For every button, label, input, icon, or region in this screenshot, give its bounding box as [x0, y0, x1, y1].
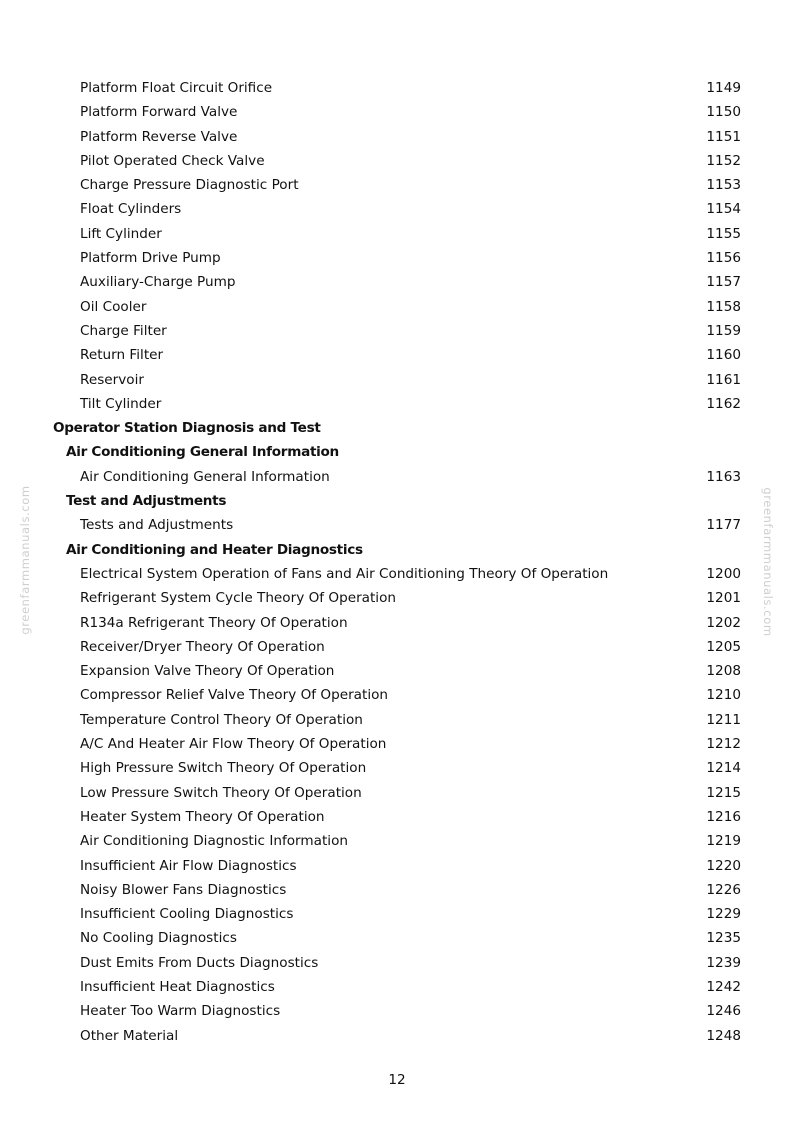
toc-entry	[0, 368, 794, 392]
toc-entry-page: 1200	[706, 565, 741, 582]
toc-entry	[0, 197, 794, 221]
toc-entry	[0, 999, 794, 1023]
toc-entry-page: 1226	[706, 881, 741, 898]
toc-entry	[0, 829, 794, 853]
toc-entry	[0, 125, 794, 149]
toc-entry	[0, 173, 794, 197]
toc-section-heading	[0, 538, 794, 562]
toc-entry-page: 1155	[706, 225, 741, 242]
toc-entry-page: 1211	[706, 711, 741, 728]
toc-entry-title: Platform Float Circuit Orifice	[80, 80, 273, 96]
toc-entry-page: 1215	[706, 784, 741, 801]
toc-entry	[0, 319, 794, 343]
watermark-right: greenfarmmanuals.com	[761, 487, 775, 637]
toc-entry-title: Electrical System Operation of Fans and Air Conditioning Theory Of Operation	[80, 565, 609, 582]
toc-entry-title: Platform Forward Valve	[80, 104, 238, 121]
toc-entry-title: Insufficient Heat Diagnostics	[80, 978, 275, 995]
toc-entry-title: Air Conditioning Diagnostic Information	[80, 833, 349, 850]
toc-entry-page: 1154	[706, 201, 741, 218]
toc-entry-page: 1163	[706, 468, 741, 485]
toc-entry-title: Air Conditioning General Information	[80, 468, 330, 485]
toc-entry	[0, 149, 794, 173]
toc-entry-title: Reservoir	[80, 371, 144, 388]
toc-entry	[0, 683, 794, 707]
toc-entry-page: 1229	[706, 906, 741, 923]
toc-entry	[0, 635, 794, 659]
toc-entry-page: 1158	[706, 298, 741, 315]
toc-entry-page: 1153	[706, 177, 741, 194]
toc-entry-page: 1161	[706, 371, 741, 388]
toc-entry	[0, 343, 794, 367]
toc-entry-title: High Pressure Switch Theory Of Operation	[80, 760, 367, 777]
toc-entry-title: Pilot Operated Check Valve	[80, 152, 265, 169]
toc-entry-title: Temperature Control Theory Of Operation	[80, 711, 363, 728]
toc-entry-page: 1242	[706, 978, 741, 995]
toc-entry	[0, 708, 794, 732]
toc-entry	[0, 756, 794, 780]
toc-entry-title: Refrigerant System Cycle Theory Of Operation	[80, 590, 397, 607]
toc-entry-title: Charge Filter	[80, 322, 167, 339]
toc-entry	[0, 975, 794, 999]
toc-entry-page: 1202	[706, 614, 741, 631]
toc-entry-page: 1157	[706, 274, 741, 291]
toc-entry-page: 1235	[706, 930, 741, 947]
toc-entry-page: 1162	[706, 395, 741, 412]
watermark-left: greenfarmmanuals.com	[18, 485, 32, 635]
toc-entry	[0, 465, 794, 489]
toc-entry	[0, 392, 794, 416]
toc-entry-page: 1210	[706, 687, 741, 704]
toc-entry-page: 1149	[706, 80, 741, 96]
toc-entry-title: Noisy Blower Fans Diagnostics	[80, 881, 287, 898]
toc-entry	[0, 1024, 794, 1048]
toc-entry-title: Test and Adjustments	[66, 493, 227, 510]
toc-entry-title: Air Conditioning and Heater Diagnostics	[66, 541, 363, 558]
toc-entry	[0, 659, 794, 683]
toc-entry-title: Tests and Adjustments	[80, 517, 234, 534]
toc-entry-title: R134a Refrigerant Theory Of Operation	[80, 614, 348, 631]
toc-entry-title: Platform Drive Pump	[80, 250, 221, 267]
toc-entry	[0, 513, 794, 537]
toc-entry-page: 1219	[706, 833, 741, 850]
toc-section-heading	[0, 416, 794, 440]
toc-entry	[0, 854, 794, 878]
toc-entry-page: 1205	[706, 638, 741, 655]
toc-entry-title: A/C And Heater Air Flow Theory Of Operation	[80, 736, 387, 753]
toc-entry-title: Auxiliary-Charge Pump	[80, 274, 236, 291]
toc-entry	[0, 781, 794, 805]
toc-entry	[0, 611, 794, 635]
toc-entry-page: 1216	[706, 808, 741, 825]
toc-entry-page: 1220	[706, 857, 741, 874]
toc-entry-page: 1246	[706, 1003, 741, 1020]
toc-entry	[0, 902, 794, 926]
toc-entry-title: No Cooling Diagnostics	[80, 930, 237, 947]
toc-entry-page: 1239	[706, 954, 741, 971]
toc-entry-page: 1214	[706, 760, 741, 777]
toc-entry	[0, 586, 794, 610]
toc-entry-title: Other Material	[80, 1027, 179, 1044]
toc-entry	[0, 222, 794, 246]
toc-entry-page: 1248	[706, 1027, 741, 1044]
toc-section-heading	[0, 440, 794, 464]
toc-entry	[0, 246, 794, 270]
toc-entry-page: 1150	[706, 104, 741, 121]
toc-entry-page: 1201	[706, 590, 741, 607]
toc-entry-title: Platform Reverse Valve	[80, 128, 238, 145]
toc-entry-page: 1152	[706, 152, 741, 169]
toc-entry	[0, 76, 794, 100]
toc-entry-title: Insufficient Air Flow Diagnostics	[80, 857, 297, 874]
toc-entry-title: Return Filter	[80, 347, 164, 364]
toc-entry	[0, 926, 794, 950]
toc-entry-title: Low Pressure Switch Theory Of Operation	[80, 784, 362, 801]
toc-entry-page: 1156	[706, 250, 741, 267]
toc-entry-title: Air Conditioning General Information	[66, 444, 339, 461]
toc-entry-page: 1212	[706, 736, 741, 753]
toc-entry-title: Dust Emits From Ducts Diagnostics	[80, 954, 319, 971]
toc-entry-title: Lift Cylinder	[80, 225, 162, 242]
toc-entry-title: Expansion Valve Theory Of Operation	[80, 663, 335, 680]
toc-entry	[0, 878, 794, 902]
toc-entry-page: 1160	[706, 347, 741, 364]
toc-section-heading	[0, 489, 794, 513]
toc-entry	[0, 562, 794, 586]
toc-entry	[0, 270, 794, 294]
toc-entry-page: 1208	[706, 663, 741, 680]
toc-entry-title: Charge Pressure Diagnostic Port	[80, 177, 299, 194]
toc-entry-page: 1177	[706, 517, 741, 534]
toc-entry-title: Operator Station Diagnosis and Test	[53, 420, 321, 437]
toc-entry-title: Oil Cooler	[80, 298, 147, 315]
toc-entry-page: 1151	[706, 128, 741, 145]
table-of-contents	[0, 76, 794, 1048]
toc-entry-title: Heater Too Warm Diagnostics	[80, 1003, 281, 1020]
toc-entry-title: Float Cylinders	[80, 201, 182, 218]
toc-entry-title: Tilt Cylinder	[80, 395, 162, 412]
toc-entry-title: Compressor Relief Valve Theory Of Operation	[80, 687, 389, 704]
toc-entry	[0, 100, 794, 124]
toc-entry-title: Insufficient Cooling Diagnostics	[80, 906, 294, 923]
toc-entry	[0, 805, 794, 829]
toc-entry	[0, 295, 794, 319]
toc-entry	[0, 732, 794, 756]
toc-entry-title: Heater System Theory Of Operation	[80, 808, 325, 825]
page-number: 12	[388, 1072, 406, 1088]
toc-entry-title: Receiver/Dryer Theory Of Operation	[80, 638, 325, 655]
toc-entry-page: 1159	[706, 322, 741, 339]
toc-entry	[0, 951, 794, 975]
